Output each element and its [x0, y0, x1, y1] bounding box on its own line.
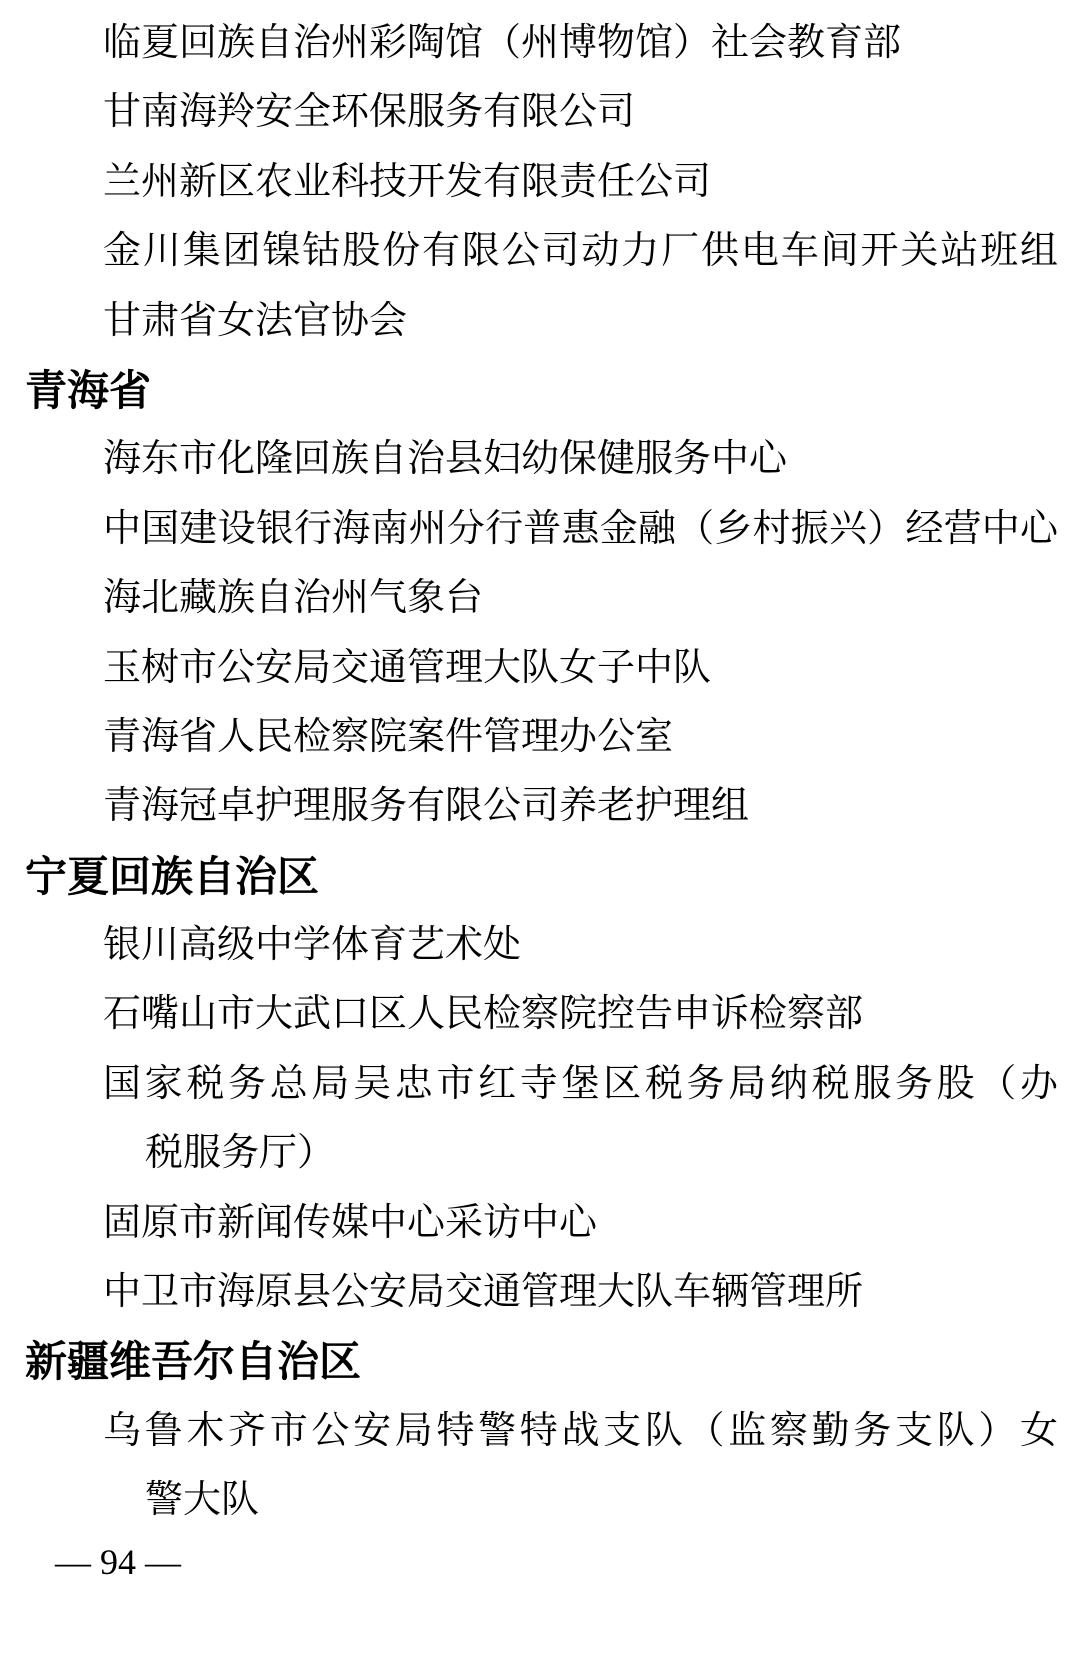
entry-line: 中国建设银行海南州分行普惠金融（乡村振兴）经营中心 [103, 507, 1058, 550]
page-number: — 94 — [55, 1542, 181, 1582]
section-heading: 青海省 [25, 366, 152, 414]
entry-line: 临夏回族自治州彩陶馆（州博物馆）社会教育部 [103, 22, 902, 64]
section-heading: 宁夏回族自治区 [25, 852, 320, 900]
entry-line: 金川集团镍钴股份有限公司动力厂供电车间开关站班组 [103, 230, 1058, 273]
section-heading: 新疆维吾尔自治区 [25, 1338, 362, 1386]
document-body [0, 9, 1080, 1536]
entry-continuation-line: 警大队 [145, 1479, 260, 1522]
entry-line: 兰州新区农业科技开发有限责任公司 [103, 160, 712, 203]
entry-line: 海北藏族自治州气象台 [103, 577, 484, 620]
entry-line: 青海省人民检察院案件管理办公室 [103, 715, 674, 758]
entry-line: 石嘴山市大武口区人民检察院控告申诉检察部 [103, 993, 864, 1036]
entry-line: 玉树市公安局交通管理大队女子中队 [103, 646, 712, 689]
entry-line: 乌鲁木齐市公安局特警特战支队（监察勤务支队）女 [103, 1409, 1058, 1452]
entry-line: 甘南海羚安全环保服务有限公司 [103, 91, 636, 134]
entry-line: 固原市新闻传媒中心采访中心 [103, 1201, 598, 1244]
entry-line: 海东市化隆回族自治县妇幼保健服务中心 [103, 438, 788, 481]
entry-line: 中卫市海原县公安局交通管理大队车辆管理所 [103, 1271, 864, 1314]
entry-line: 银川高级中学体育艺术处 [103, 924, 522, 967]
entry-line: 青海冠卓护理服务有限公司养老护理组 [103, 785, 750, 828]
entry-line: 甘肃省女法官协会 [103, 299, 408, 342]
entry-line: 国家税务总局吴忠市红寺堡区税务局纳税服务股（办 [103, 1062, 1058, 1105]
entry-continuation-line: 税服务厅） [145, 1132, 336, 1175]
